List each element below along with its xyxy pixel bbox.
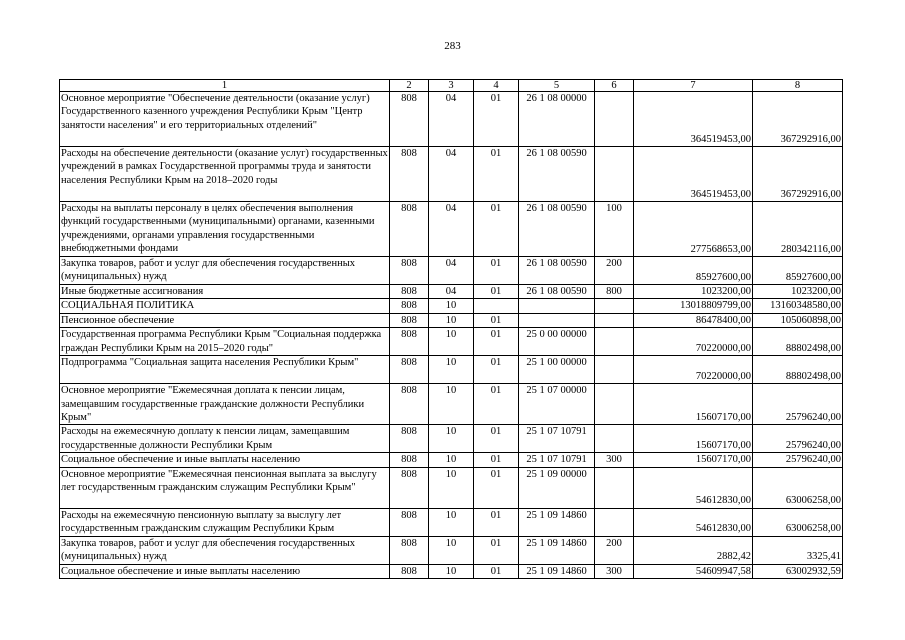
expense-type-cell: 800 — [595, 285, 634, 299]
target-article-cell: 26 1 08 00590 — [519, 147, 595, 202]
section-code-cell: 04 — [429, 285, 474, 299]
section-code-cell: 10 — [429, 508, 474, 536]
target-article-cell: 25 1 09 00000 — [519, 467, 595, 508]
ministry-code-cell: 808 — [390, 147, 429, 202]
header-cell: 8 — [753, 80, 843, 92]
table-row — [60, 328, 843, 356]
target-article-cell: 26 1 08 00590 — [519, 257, 595, 285]
amount-year1-cell: 70220000,00 — [634, 356, 753, 384]
ministry-code-cell: 808 — [390, 536, 429, 564]
section-code-cell: 04 — [429, 202, 474, 257]
expense-type-cell — [595, 147, 634, 202]
amount-year2-cell: 88802498,00 — [753, 356, 843, 384]
section-code-cell: 04 — [429, 92, 474, 147]
row-name-cell: Основное мероприятие "Обеспечение деятельности (оказание услуг) Государственного казенного учреждения Республики Крым "Центр занятости населения" и его территориальных отделений" — [60, 92, 390, 147]
ministry-code-cell: 808 — [390, 467, 429, 508]
target-article-cell: 25 1 09 14860 — [519, 564, 595, 578]
amount-year2-cell: 63002932,59 — [753, 564, 843, 578]
ministry-code-cell: 808 — [390, 328, 429, 356]
row-name-cell: Основное мероприятие "Ежемесячная доплата к пенсии лицам, замещавшим государственные гражданские должности Республики Крым" — [60, 384, 390, 425]
expense-type-cell: 100 — [595, 202, 634, 257]
ministry-code-cell: 808 — [390, 202, 429, 257]
amount-year2-cell: 367292916,00 — [753, 92, 843, 147]
section-code-cell: 10 — [429, 564, 474, 578]
table-row — [60, 356, 843, 384]
row-name-cell: Закупка товаров, работ и услуг для обеспечения государственных (муниципальных) нужд — [60, 536, 390, 564]
subsection-code-cell: 01 — [474, 257, 519, 285]
table-row — [60, 384, 843, 425]
target-article-cell: 26 1 08 00590 — [519, 202, 595, 257]
ministry-code-cell: 808 — [390, 313, 429, 327]
expense-type-cell — [595, 313, 634, 327]
row-name-cell: Расходы на ежемесячную пенсионную выплату за выслугу лет государственным гражданским служащим Республики Крым — [60, 508, 390, 536]
amount-year2-cell: 25796240,00 — [753, 384, 843, 425]
table-row — [60, 564, 843, 578]
table-row — [60, 202, 843, 257]
row-name-cell: Расходы на выплаты персоналу в целях обеспечения выполнения функций государственными (муниципальными) органами, казенными учреждениями, органами управления государственными внебюджетными фондами — [60, 202, 390, 257]
table-row — [60, 92, 843, 147]
expense-type-cell — [595, 328, 634, 356]
ministry-code-cell: 808 — [390, 384, 429, 425]
table-row — [60, 257, 843, 285]
subsection-code-cell: 01 — [474, 453, 519, 467]
amount-year2-cell: 85927600,00 — [753, 257, 843, 285]
amount-year1-cell: 364519453,00 — [634, 147, 753, 202]
expense-type-cell: 200 — [595, 257, 634, 285]
subsection-code-cell: 01 — [474, 425, 519, 453]
amount-year1-cell: 364519453,00 — [634, 92, 753, 147]
amount-year2-cell: 13160348580,00 — [753, 299, 843, 313]
target-article-cell — [519, 299, 595, 313]
target-article-cell: 26 1 08 00590 — [519, 285, 595, 299]
table-row — [60, 536, 843, 564]
header-cell: 6 — [595, 80, 634, 92]
section-code-cell: 10 — [429, 384, 474, 425]
header-cell: 2 — [390, 80, 429, 92]
header-cell: 3 — [429, 80, 474, 92]
amount-year1-cell: 277568653,00 — [634, 202, 753, 257]
amount-year2-cell: 105060898,00 — [753, 313, 843, 327]
table-row — [60, 285, 843, 299]
section-code-cell: 10 — [429, 313, 474, 327]
ministry-code-cell: 808 — [390, 92, 429, 147]
amount-year2-cell: 280342116,00 — [753, 202, 843, 257]
expense-type-cell — [595, 356, 634, 384]
subsection-code-cell: 01 — [474, 356, 519, 384]
budget-table — [59, 79, 843, 579]
expense-type-cell: 300 — [595, 453, 634, 467]
target-article-cell: 25 1 07 10791 — [519, 453, 595, 467]
amount-year1-cell: 54612830,00 — [634, 467, 753, 508]
ministry-code-cell: 808 — [390, 564, 429, 578]
subsection-code-cell: 01 — [474, 384, 519, 425]
expense-type-cell — [595, 467, 634, 508]
table-row — [60, 508, 843, 536]
amount-year2-cell: 88802498,00 — [753, 328, 843, 356]
table-row — [60, 453, 843, 467]
target-article-cell: 26 1 08 00000 — [519, 92, 595, 147]
table-row — [60, 467, 843, 508]
subsection-code-cell — [474, 299, 519, 313]
subsection-code-cell: 01 — [474, 467, 519, 508]
row-name-cell: Расходы на обеспечение деятельности (оказание услуг) государственных учреждений в рамках Государственной программы труда и занятости населения Республики Крым на 2018–2020 годы — [60, 147, 390, 202]
row-name-cell: Расходы на ежемесячную доплату к пенсии лицам, замещавшим государственные должности Республики Крым — [60, 425, 390, 453]
amount-year2-cell: 63006258,00 — [753, 467, 843, 508]
target-article-cell: 25 1 09 14860 — [519, 536, 595, 564]
ministry-code-cell: 808 — [390, 425, 429, 453]
amount-year1-cell: 1023200,00 — [634, 285, 753, 299]
section-code-cell: 10 — [429, 536, 474, 564]
header-cell: 4 — [474, 80, 519, 92]
amount-year1-cell: 86478400,00 — [634, 313, 753, 327]
subsection-code-cell: 01 — [474, 508, 519, 536]
subsection-code-cell: 01 — [474, 313, 519, 327]
section-code-cell: 10 — [429, 453, 474, 467]
row-name-cell: Социальное обеспечение и иные выплаты населению — [60, 453, 390, 467]
header-cell: 5 — [519, 80, 595, 92]
page-number: 283 — [444, 40, 461, 52]
row-name-cell: Социальное обеспечение и иные выплаты населению — [60, 564, 390, 578]
section-code-cell: 04 — [429, 257, 474, 285]
subsection-code-cell: 01 — [474, 202, 519, 257]
ministry-code-cell: 808 — [390, 508, 429, 536]
target-article-cell: 25 1 07 00000 — [519, 384, 595, 425]
ministry-code-cell: 808 — [390, 257, 429, 285]
subsection-code-cell: 01 — [474, 285, 519, 299]
ministry-code-cell: 808 — [390, 453, 429, 467]
subsection-code-cell: 01 — [474, 328, 519, 356]
amount-year2-cell: 3325,41 — [753, 536, 843, 564]
expense-type-cell: 200 — [595, 536, 634, 564]
subsection-code-cell: 01 — [474, 564, 519, 578]
amount-year1-cell: 13018809799,00 — [634, 299, 753, 313]
expense-type-cell: 300 — [595, 564, 634, 578]
section-code-cell: 10 — [429, 356, 474, 384]
table-row — [60, 425, 843, 453]
section-code-cell: 10 — [429, 328, 474, 356]
amount-year1-cell: 15607170,00 — [634, 425, 753, 453]
header-cell: 7 — [634, 80, 753, 92]
subsection-code-cell: 01 — [474, 147, 519, 202]
target-article-cell: 25 1 00 00000 — [519, 356, 595, 384]
subsection-code-cell: 01 — [474, 536, 519, 564]
expense-type-cell — [595, 508, 634, 536]
table-row — [60, 313, 843, 327]
amount-year1-cell: 54609947,58 — [634, 564, 753, 578]
subsection-code-cell: 01 — [474, 92, 519, 147]
row-name-cell: Подпрограмма "Социальная защита населения Республики Крым" — [60, 356, 390, 384]
row-name-cell: Государственная программа Республики Крым "Социальная поддержка граждан Республики Крым на 2015–2020 годы" — [60, 328, 390, 356]
expense-type-cell — [595, 384, 634, 425]
row-name-cell: Иные бюджетные ассигнования — [60, 285, 390, 299]
target-article-cell — [519, 313, 595, 327]
amount-year1-cell: 2882,42 — [634, 536, 753, 564]
amount-year1-cell: 70220000,00 — [634, 328, 753, 356]
expense-type-cell — [595, 92, 634, 147]
table-row — [60, 299, 843, 313]
amount-year1-cell: 15607170,00 — [634, 384, 753, 425]
row-name-cell: Закупка товаров, работ и услуг для обеспечения государственных (муниципальных) нужд — [60, 257, 390, 285]
expense-type-cell — [595, 425, 634, 453]
section-code-cell: 10 — [429, 299, 474, 313]
amount-year2-cell: 367292916,00 — [753, 147, 843, 202]
row-name-cell: Пенсионное обеспечение — [60, 313, 390, 327]
section-code-cell: 10 — [429, 425, 474, 453]
ministry-code-cell: 808 — [390, 356, 429, 384]
amount-year2-cell: 25796240,00 — [753, 425, 843, 453]
amount-year2-cell: 25796240,00 — [753, 453, 843, 467]
target-article-cell: 25 1 07 10791 — [519, 425, 595, 453]
header-cell: 1 — [60, 80, 390, 92]
amount-year1-cell: 15607170,00 — [634, 453, 753, 467]
section-code-cell: 04 — [429, 147, 474, 202]
expense-type-cell — [595, 299, 634, 313]
target-article-cell: 25 1 09 14860 — [519, 508, 595, 536]
amount-year2-cell: 1023200,00 — [753, 285, 843, 299]
row-name-cell: СОЦИАЛЬНАЯ ПОЛИТИКА — [60, 299, 390, 313]
table-header-row — [60, 80, 843, 92]
ministry-code-cell: 808 — [390, 299, 429, 313]
amount-year1-cell: 54612830,00 — [634, 508, 753, 536]
row-name-cell: Основное мероприятие "Ежемесячная пенсионная выплата за выслугу лет государственным гражданским служащим Республики Крым" — [60, 467, 390, 508]
amount-year2-cell: 63006258,00 — [753, 508, 843, 536]
table-row — [60, 147, 843, 202]
amount-year1-cell: 85927600,00 — [634, 257, 753, 285]
ministry-code-cell: 808 — [390, 285, 429, 299]
section-code-cell: 10 — [429, 467, 474, 508]
target-article-cell: 25 0 00 00000 — [519, 328, 595, 356]
